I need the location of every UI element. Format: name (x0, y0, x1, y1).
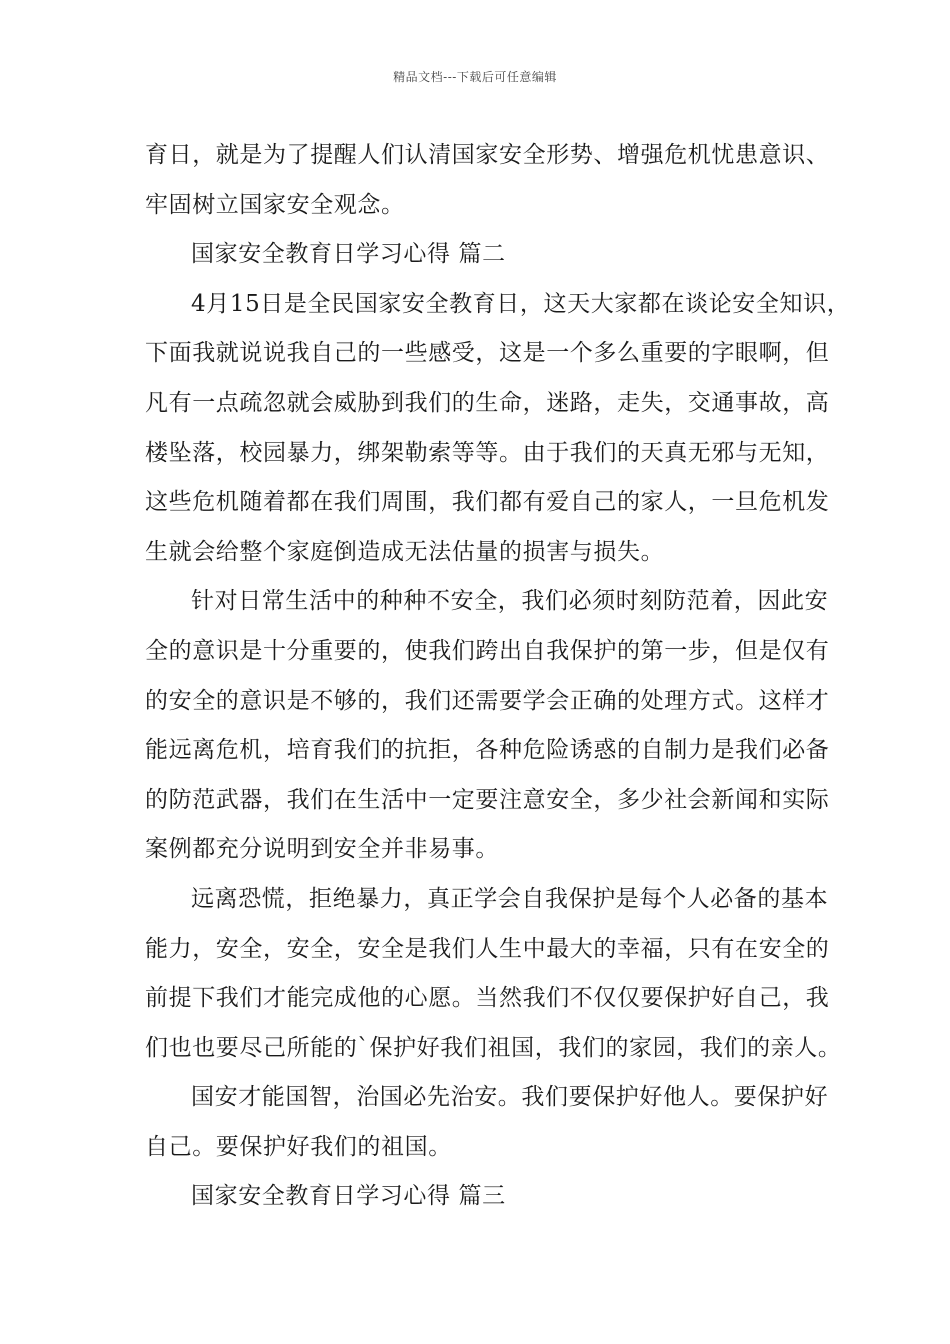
paragraph-start: 国安才能国智，治国必先治安。我们要保护好他人。要保护好 (191, 1084, 829, 1111)
section-heading: 国家安全教育日学习心得 篇二 (191, 241, 506, 268)
page-header: 精品文档---下载后可任意编辑 (393, 70, 557, 84)
text-line: 的防范武器，我们在生活中一定要注意安全，多少社会新闻和实际 (145, 786, 830, 813)
text-line: 牢固树立国家安全观念。 (145, 191, 405, 218)
paragraph-start: 4月15日是全民国家安全教育日，这天大家都在谈论安全知识， (191, 290, 851, 317)
text-line: 楼坠落，校园暴力，绑架勒索等等。由于我们的天真无邪与无知， (145, 439, 830, 466)
text-line: 自己。要保护好我们的祖国。 (145, 1133, 452, 1160)
text-line: 这些危机随着都在我们周围，我们都有爱自己的家人，一旦危机发 (145, 489, 830, 516)
text-line: 们也也要尽己所能的`保护好我们祖国，我们的家园，我们的亲人。 (145, 1034, 842, 1061)
text-line: 能力，安全，安全，安全是我们人生中最大的幸福，只有在安全的 (145, 935, 830, 962)
text-line: 案例都充分说明到安全并非易事。 (145, 836, 499, 863)
text-line: 下面我就说说我自己的一些感受，这是一个多么重要的字眼啊，但 (145, 340, 830, 367)
text-line: 生就会给整个家庭倒造成无法估量的损害与损失。 (145, 538, 665, 565)
paragraph-start: 针对日常生活中的种种不安全，我们必须时刻防范着，因此安 (191, 588, 829, 615)
section-heading: 国家安全教育日学习心得 篇三 (191, 1183, 506, 1210)
text-line: 全的意识是十分重要的，使我们跨出自我保护的第一步，但是仅有 (145, 637, 830, 664)
text-line: 育日，就是为了提醒人们认清国家安全形势、增强危机忧患意识、 (145, 142, 830, 168)
text-line: 的安全的意识是不够的，我们还需要学会正确的处理方式。这样才 (145, 687, 830, 714)
text-line: 凡有一点疏忽就会威胁到我们的生命，迷路，走失，交通事故，高 (145, 389, 830, 416)
text-line: 前提下我们才能完成他的心愿。当然我们不仅仅要保护好自己，我 (145, 985, 830, 1012)
text-line: 能远离危机，培育我们的抗拒，各种危险诱惑的自制力是我们必备 (145, 737, 830, 764)
paragraph-start: 远离恐慌，拒绝暴力，真正学会自我保护是每个人必备的基本 (191, 885, 829, 912)
document-body (145, 131, 851, 1222)
